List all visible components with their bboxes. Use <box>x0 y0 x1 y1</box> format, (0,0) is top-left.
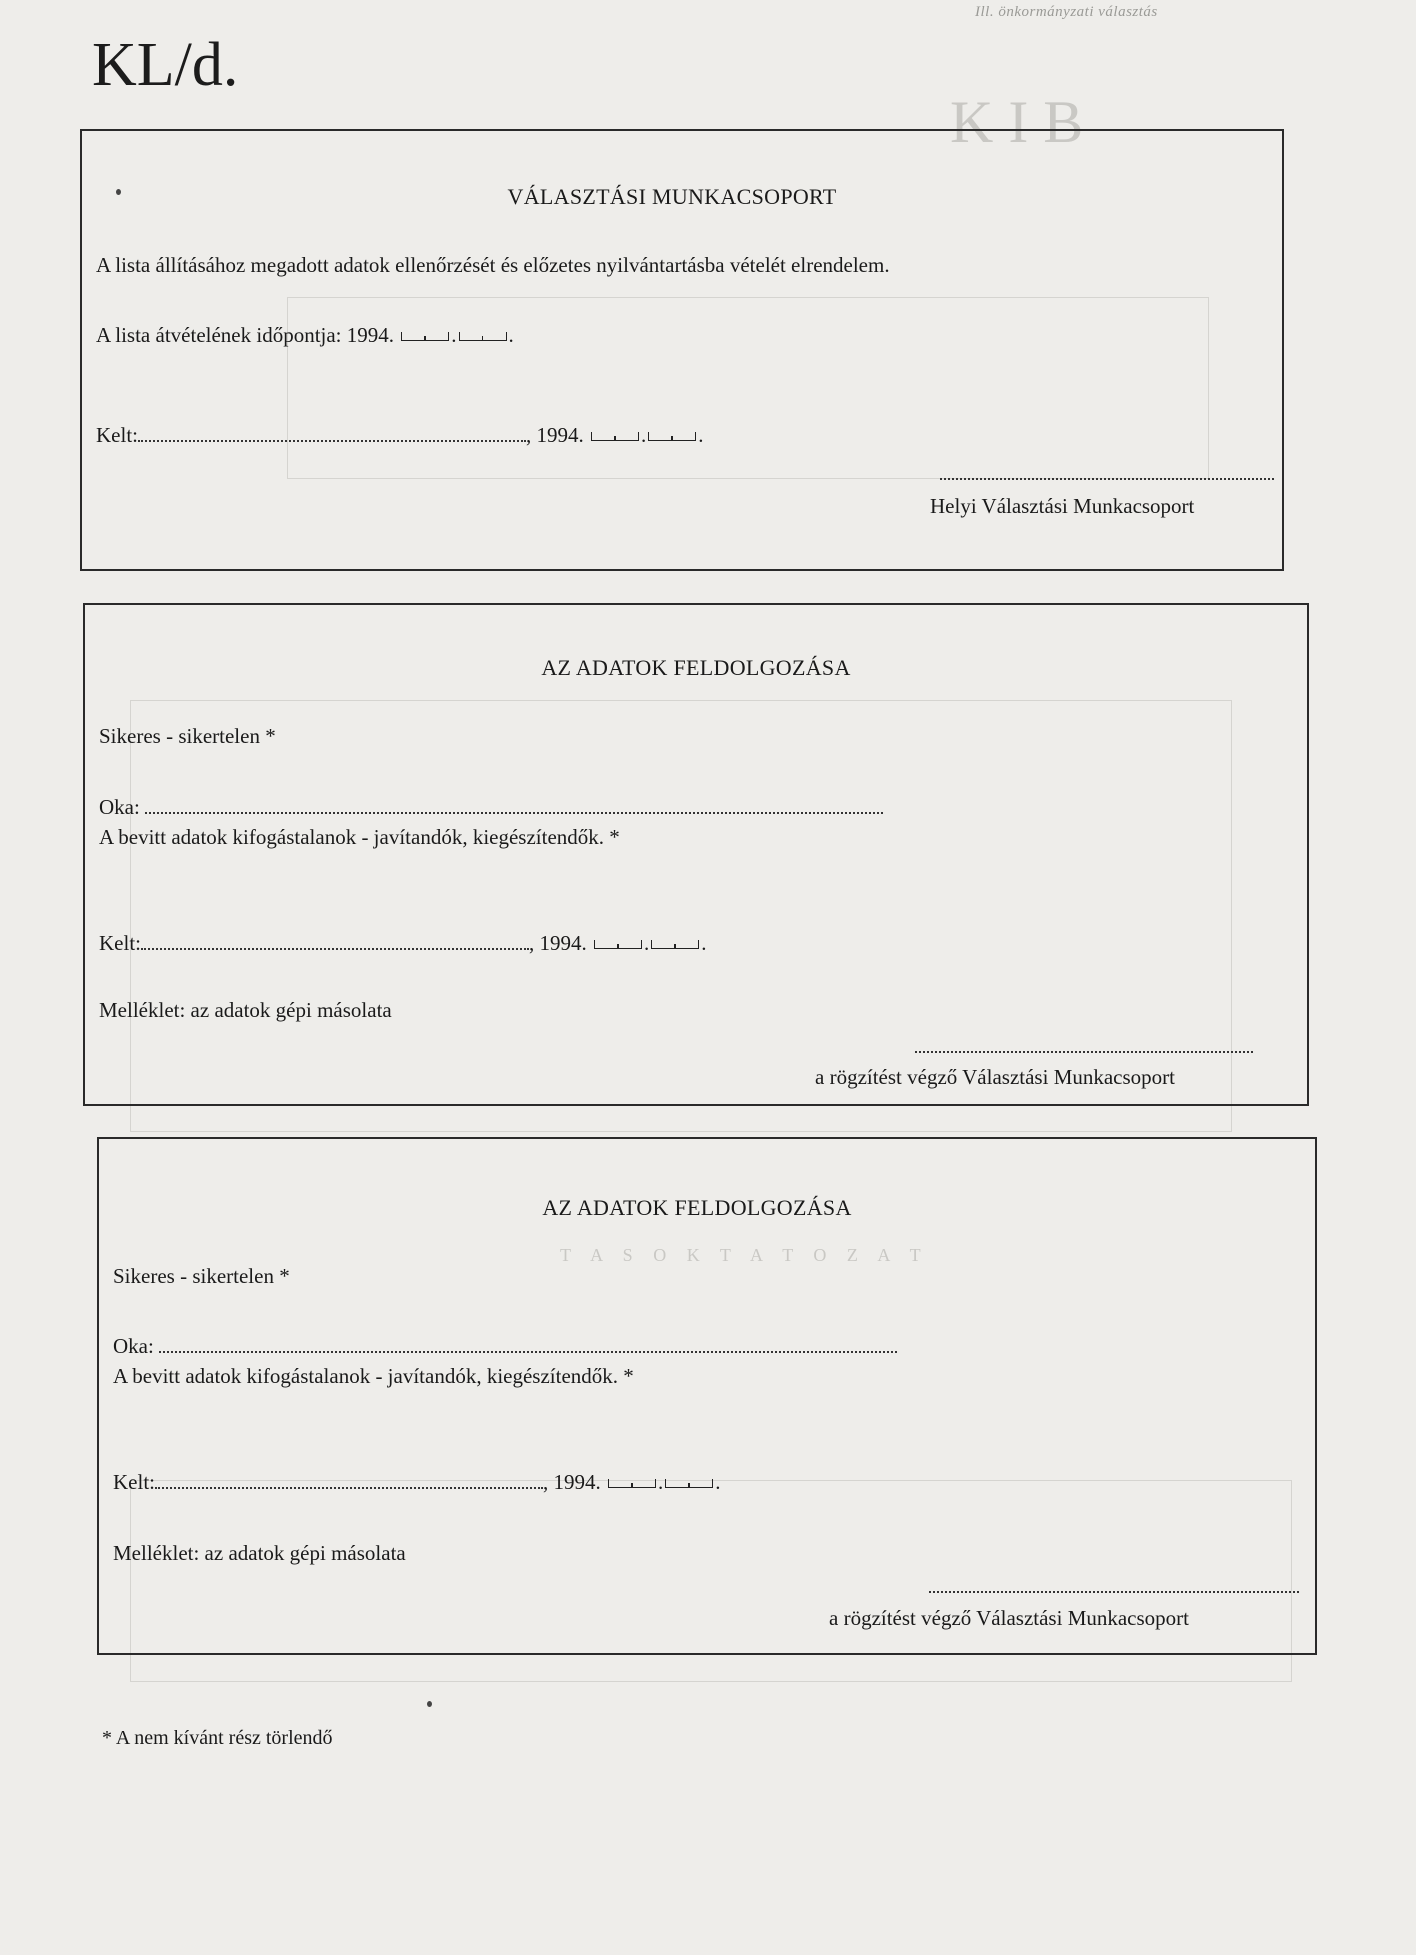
kelt-label: Kelt: <box>96 423 138 447</box>
reason-label: Oka: <box>99 795 140 819</box>
signature-line[interactable] <box>940 478 1274 480</box>
section-title: VÁLASZTÁSI MUNKACSOPORT <box>507 184 837 209</box>
footnote: * A nem kívánt rész törlendő <box>102 1727 333 1749</box>
month-box[interactable] <box>401 332 449 341</box>
section-title: AZ ADATOK FELDOLGOZÁSA <box>542 1195 852 1220</box>
place-dotted-line[interactable] <box>141 947 529 950</box>
year-text: , 1994. <box>543 1470 601 1494</box>
signature-line[interactable] <box>915 1051 1253 1053</box>
kelt-label: Kelt: <box>113 1470 155 1494</box>
data-status-text: A bevitt adatok kifogástalanok - javítandók, kiegészítendők. * <box>113 1364 634 1388</box>
data-status-text: A bevitt adatok kifogástalanok - javítandók, kiegészítendők. * <box>99 825 620 849</box>
kelt-field[interactable]: Kelt: , 1994. . . <box>113 1470 721 1494</box>
ink-speck <box>427 1701 432 1707</box>
signature-label: a rögzítést végző Választási Munkacsoport <box>815 1065 1176 1089</box>
section-title: AZ ADATOK FELDOLGOZÁSA <box>541 655 851 680</box>
place-dotted-line[interactable] <box>155 1486 543 1489</box>
attachment-text: Melléklet: az adatok gépi másolata <box>113 1541 406 1565</box>
place-dotted-line[interactable] <box>138 439 526 442</box>
receipt-date-field[interactable]: A lista átvételének időpontja: 1994. . . <box>96 323 514 347</box>
year-text: , 1994. <box>526 423 584 447</box>
election-workgroup-box <box>80 129 1284 571</box>
day-box[interactable] <box>665 1479 713 1488</box>
reason-dotted-line[interactable] <box>145 811 883 814</box>
month-box[interactable] <box>594 940 642 949</box>
form-code: KL/d. <box>92 31 239 99</box>
result-text: Sikeres - sikertelen * <box>113 1264 290 1288</box>
attachment-text: Melléklet: az adatok gépi másolata <box>99 998 392 1022</box>
signature-line[interactable] <box>929 1591 1299 1593</box>
month-box[interactable] <box>591 432 639 441</box>
reason-label: Oka: <box>113 1334 154 1358</box>
day-box[interactable] <box>648 432 696 441</box>
header-note: Ill. önkormányzati választás <box>975 4 1158 20</box>
day-box[interactable] <box>651 940 699 949</box>
kelt-label: Kelt: <box>99 931 141 955</box>
data-processing-box <box>97 1137 1317 1655</box>
reason-field[interactable] <box>113 1334 897 1359</box>
day-box[interactable] <box>459 332 507 341</box>
year-text: , 1994. <box>529 931 587 955</box>
order-text: A lista állításához megadott adatok ellenőrzését és előzetes nyilvántartásba vételét elrendelem. <box>96 253 890 277</box>
kelt-field[interactable]: Kelt: , 1994. . . <box>99 931 707 955</box>
data-processing-box <box>83 603 1309 1106</box>
reason-field[interactable] <box>99 795 883 820</box>
signature-label: a rögzítést végző Választási Munkacsoport <box>829 1606 1190 1630</box>
kelt-field[interactable]: Kelt: , 1994. . . <box>96 423 704 447</box>
signature-label: Helyi Választási Munkacsoport <box>930 494 1195 518</box>
reason-dotted-line[interactable] <box>159 1350 897 1353</box>
result-text: Sikeres - sikertelen * <box>99 724 276 748</box>
month-box[interactable] <box>608 1479 656 1488</box>
receipt-date-label: A lista átvételének időpontja: 1994. <box>96 323 395 347</box>
